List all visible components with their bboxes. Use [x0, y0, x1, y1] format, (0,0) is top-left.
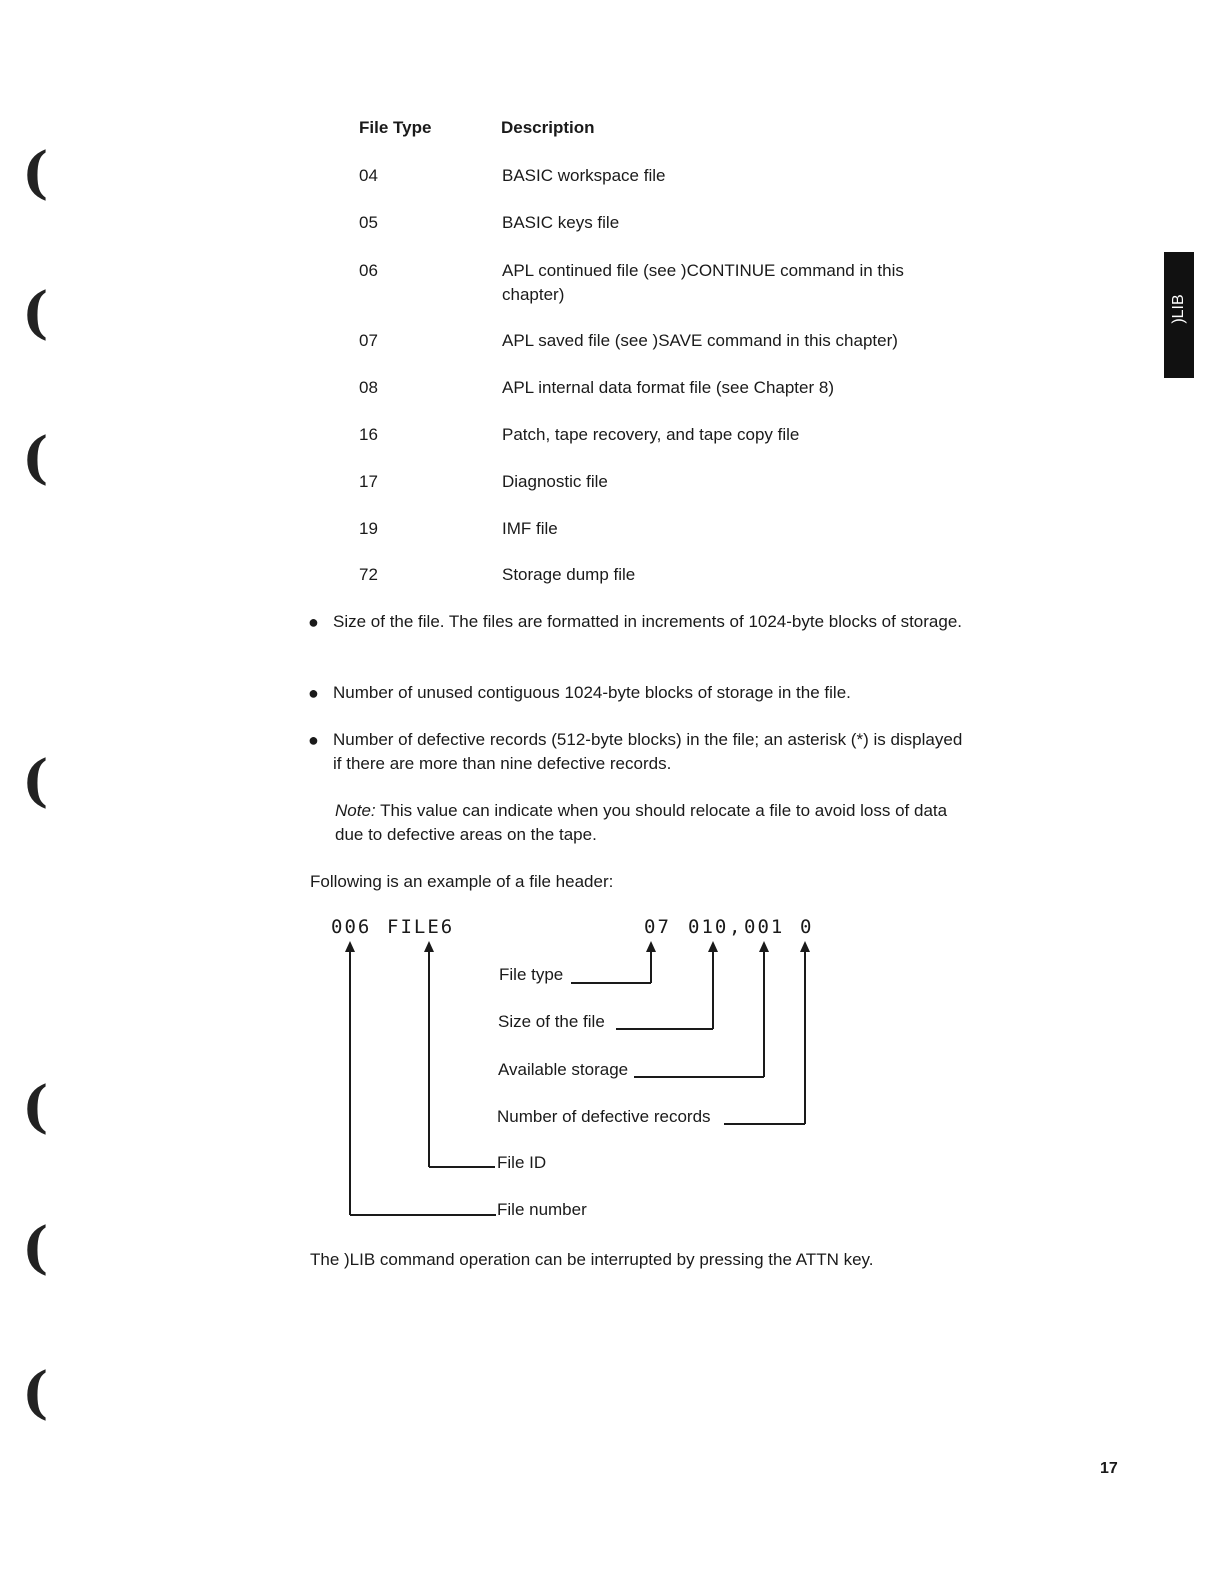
bullet-icon: ●	[308, 612, 319, 632]
bullet-text: Size of the file. The files are formatted in increments of 1024-byte blocks of storage.	[333, 612, 963, 631]
binding-hole-mark: (	[22, 1215, 49, 1281]
header-available: 001	[744, 916, 785, 938]
header-file-number: 006	[331, 916, 372, 938]
arrow-icon	[800, 941, 810, 952]
bullet-text: Number of unused contiguous 1024-byte blocks of storage in the file.	[333, 683, 851, 702]
file-type-description: APL internal data format file (see Chapter 8)	[502, 378, 834, 397]
arrow-icon	[345, 941, 355, 952]
arrow-icon	[759, 941, 769, 952]
arrow-icon	[424, 941, 434, 952]
file-type-description: IMF file	[502, 519, 558, 538]
page-number: 17	[1100, 1460, 1118, 1477]
note-text: This value can indicate when you should relocate a file to avoid loss of data due to defective areas on the tape.	[335, 801, 948, 844]
file-type-code: 08	[359, 378, 378, 397]
bullet-icon: ●	[308, 683, 319, 703]
header-file-id: FILE6	[387, 916, 455, 938]
file-type-code: 72	[359, 565, 378, 584]
file-type-description: BASIC workspace file	[502, 166, 666, 185]
file-type-description: BASIC keys file	[502, 213, 620, 232]
label-available: Available storage	[498, 1060, 629, 1079]
arrow-icon	[646, 941, 656, 952]
section-tab	[1164, 252, 1194, 378]
label-defective: Number of defective records	[497, 1107, 711, 1126]
header-defective: 0	[800, 916, 814, 938]
note-label: Note:	[335, 801, 376, 820]
file-type-code: 16	[359, 425, 378, 444]
binding-hole-mark: (	[22, 748, 49, 814]
binding-hole-mark: (	[22, 1360, 49, 1426]
arrow-icon	[708, 941, 718, 952]
file-type-code: 17	[359, 472, 378, 491]
example-intro: Following is an example of a file header:	[310, 872, 614, 891]
binding-hole-mark: (	[22, 1074, 49, 1140]
header-file-type: 07	[644, 916, 671, 938]
section-tab-label: )LIB	[1170, 294, 1187, 324]
label-file-id: File ID	[497, 1153, 547, 1172]
bullet-icon: ●	[308, 730, 319, 750]
file-type-description: Diagnostic file	[502, 472, 608, 491]
label-file-number: File number	[497, 1200, 587, 1219]
closing-text: The )LIB command operation can be interrupted by pressing the ATTN key.	[310, 1250, 874, 1269]
file-type-code: 04	[359, 166, 378, 185]
file-type-code: 05	[359, 213, 378, 232]
label-size: Size of the file	[498, 1012, 605, 1031]
file-type-description: Storage dump file	[502, 565, 636, 584]
file-type-description: Patch, tape recovery, and tape copy file	[502, 425, 800, 444]
file-type-description: APL saved file (see )SAVE command in this chapter)	[502, 331, 898, 350]
file-type-code: 19	[359, 519, 378, 538]
column-header-file-type: File Type	[359, 118, 432, 137]
label-file-type: File type	[499, 965, 564, 984]
file-type-description: APL continued file (see )CONTINUE command in this chapter)	[502, 261, 904, 304]
column-header-description: Description	[501, 118, 595, 137]
binding-hole-mark: (	[22, 140, 49, 206]
binding-hole-mark: (	[22, 425, 49, 491]
binding-hole-mark: (	[22, 280, 49, 346]
header-separator: ,	[729, 916, 743, 938]
file-type-code: 07	[359, 331, 378, 350]
bullet-text: Number of defective records (512-byte blocks) in the file; an asterisk (*) is displayed if there are more than nine defective records.	[333, 730, 963, 773]
file-type-code: 06	[359, 261, 378, 280]
header-size: 010	[688, 916, 729, 938]
